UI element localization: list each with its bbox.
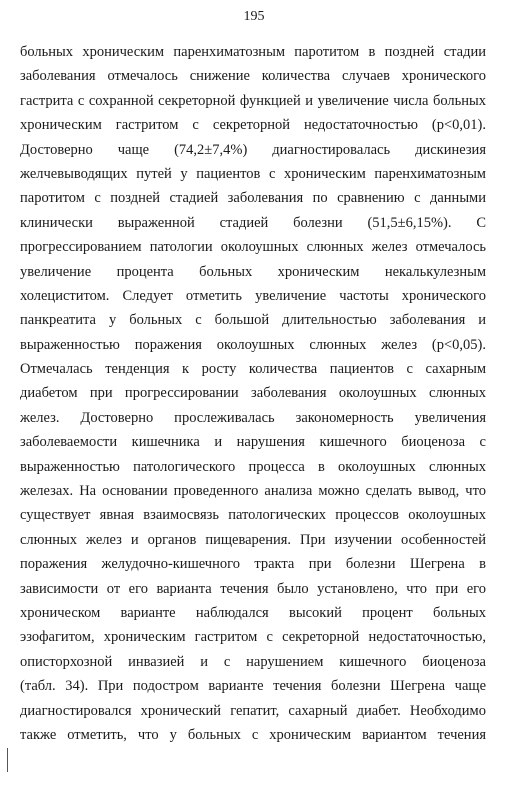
text-line: хроническим гастритом с секреторной недостаточностью (p<0,01). [20,117,486,134]
text-line: Достоверно чаще (74,2±7,4%) диагностировалась дискинезия [20,141,486,158]
text-line: поражения желудочно-кишечного тракта при болезни Шегрена в [20,556,486,573]
text-line: (табл. 34). При подостром варианте течения болезни Шегрена чаще [20,678,486,695]
text-line: заболеваемости кишечника и нарушения кишечного биоценоза с [20,434,486,451]
body-text [20,40,486,747]
text-line: железах. На основании проведенного анализа можно сделать вывод, что [20,483,486,500]
text-line: описторхозной инвазией и с нарушением кишечного биоценоза [20,653,486,670]
scan-margin-mark [7,748,8,772]
text-line: выраженностью поражения околоушных слюнных желез (p<0,05). [20,336,486,353]
text-line: холециститом. Следует отметить увеличение частоты хронического [20,287,486,304]
text-line: заболевания отмечалось снижение количества случаев хронического [20,68,486,85]
text-line: панкреатита у больных с большой длительностью заболевания и [20,312,486,329]
text-line: слюнных желез и органов пищеварения. При изучении особенностей [20,531,486,548]
text-line: хроническом варианте наблюдался высокий процент больных [20,604,486,621]
text-line: зависимости от его варианта течения было установлено, что при его [20,580,486,597]
text-line: желчевыводящих путей у пациентов с хроническим паренхиматозным [20,165,486,182]
text-line: также отметить, что у больных с хроническим вариантом течения [20,726,486,743]
text-line: прогрессированием патологии околоушных слюнных желез отмечалось [20,239,486,256]
text-line: существует явная взаимосвязь патологических процессов околоушных [20,507,486,524]
text-line: увеличение процента больных хроническим некалькулезным [20,263,486,280]
text-line: желез. Достоверно прослеживалась закономерность увеличения [20,409,486,426]
text-line: диагностировался хронический гепатит, сахарный диабет. Необходимо [20,702,486,719]
text-line: гастрита с сохранной секреторной функцией и увеличение числа больных [20,92,486,109]
text-line: больных хроническим паренхиматозным паротитом в поздней стадии [20,44,486,60]
text-line: диабетом при прогрессировании заболевания околоушных слюнных [20,385,486,402]
page-number: 195 [243,9,265,24]
text-line: Отмечалась тенденция к росту количества пациентов с сахарным [20,361,486,378]
text-line: паротитом с поздней стадией заболевания по сравнению с данными [20,190,486,207]
text-line: выраженностью патологического процесса в околоушных слюнных [20,458,486,475]
text-line: клинически выраженной стадией болезни (51,5±6,15%). С [20,214,486,231]
text-line: эзофагитом, хроническим гастритом с секреторной недостаточностью, [20,629,486,646]
